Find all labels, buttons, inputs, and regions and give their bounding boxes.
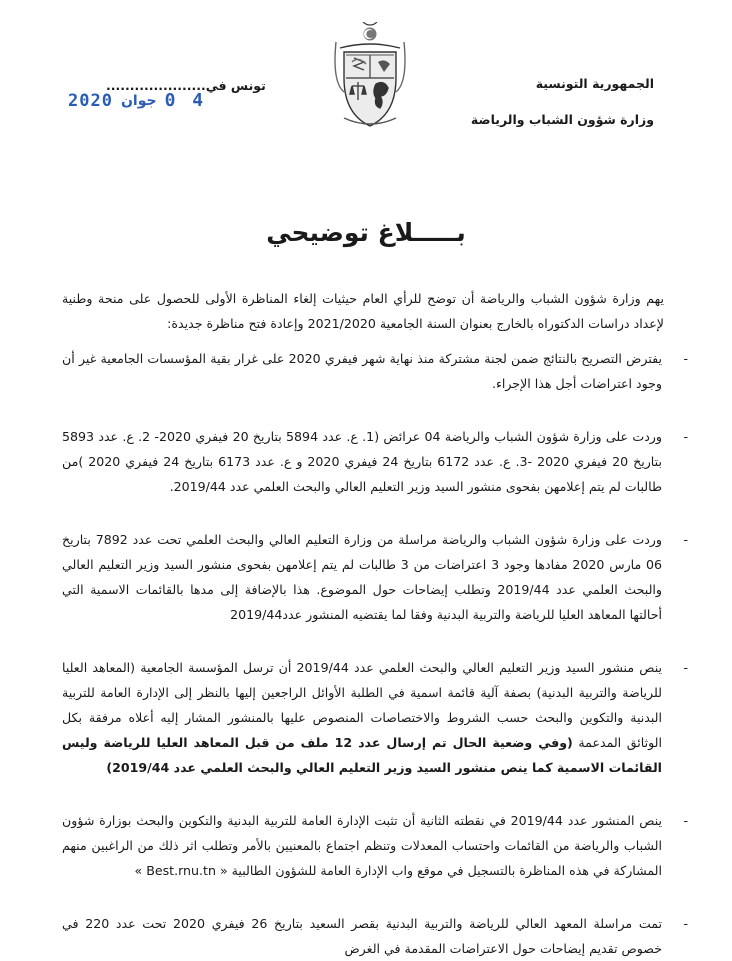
item-text: وردت على وزارة شؤون الشباب والرياضة 04 عرائض (1. ع. عدد 5894 بتاريخ 20 فيفري 2020- 2. ع. عدد 5893 بتاريخ 20 فيفري 2020 -3. ع. عدد 6172 بتاريخ 24 فيفري 2020 و ع. عدد 6173 بتاريخ 24 فيفري 2020 )من طالبات لم يتم إعلامهن بفحوى منشور السيد وزير التعليم العالي والبحث العلمي عدد 2019/44. <box>62 429 662 494</box>
list-item: - وردت على وزارة شؤون الشباب والرياضة 04 عرائض (1. ع. عدد 5894 بتاريخ 20 فيفري 2020- 2. ع. عدد 5893 بتاريخ 20 فيفري 2020 -3. ع. عدد 6172 بتاريخ 24 فيفري 2020 و ع. عدد 6173 بتاريخ 24 فيفري 2020 )من طالبات لم يتم إعلامهن بفحوى منشور السيد وزير التعليم العالي والبحث العلمي عدد 2019/44. <box>62 424 688 499</box>
list-item: - ينص منشور السيد وزير التعليم العالي والبحث العلمي عدد 2019/44 أن ترسل المؤسسة الجامعية (المعاهد العليا للرياضة والتربية البدنية) بصفة آلية قائمة اسمية في الطلبة الأوائل الراجعين إليها بالنظر إلى الإدارة العامة للتربية البدنية والتكوين والبحث حسب الشروط والاختصاصات المنصوص عليها بالمنشور المشار إليه أعلاه مرفقة بكل الوثائق المدعمة (وفي وضعية الحال تم إرسال عدد 12 ملف من قبل المعاهد العليا للرياضة وليس القائمات الاسمية كما ينص منشور السيد وزير التعليم العالي والبحث العلمي عدد 2019/44) <box>62 660 688 775</box>
clarification-list <box>62 346 688 961</box>
city-date-line: تونس في..................... <box>106 78 266 93</box>
issuer-block <box>471 66 654 138</box>
item-text: وردت على وزارة شؤون الشباب والرياضة مراسلة من وزارة التعليم العالي والبحث العلمي تحت عدد 7892 بتاريخ 06 مارس 2020 مفادها وجود 3 اعتراضات من 3 طالبات لم يتم إعلامهن بفحوى منشور السيد وزير التعليم العالي والبحث العلمي عدد 2019/44 وتطلب إيضاحات حول الموضوع. هذا بالإضافة إلى مدها بالقائمات الاسمية التي أحالتها المعاهد العليا للرياضة والتربية البدنية وفقا لما يقتضيه المنشور عدد2019/44 <box>62 532 663 622</box>
list-item: - ينص المنشور عدد 2019/44 في نقطته الثانية أن تثبت الإدارة العامة للتربية البدنية والتكوين والبحث بوزارة شؤون الشباب والرياضة من القائمات واحتساب المعدلات وتنظم اجتماع بالمعنيين بالأمر وتطلب اثر ذلك من الراغبين منهم المشاركة في هذه المناظرة بالتسجيل في موقع واب الإدارة العامة للشؤون الطالبية « Best.rnu.tn » <box>62 808 688 883</box>
ministry-label: وزارة شؤون الشباب والرياضة <box>470 112 654 127</box>
item-text: ينص منشور السيد وزير التعليم العالي والبحث العلمي عدد 2019/44 أن ترسل المؤسسة الجامعية (المعاهد العليا للرياضة والتربية البدنية) بصفة آلية قائمة اسمية في الطلبة الأوائل الراجعين إليها بالنظر إلى الإدارة العامة للتربية البدنية والتكوين والبحث حسب الشروط والاختصاصات المنصوص عليها بالمنشور المشار إليه أعلاه مرفقة بكل الوثائق المدعمة <box>62 660 662 750</box>
list-item: - وردت على وزارة شؤون الشباب والرياضة مراسلة من وزارة التعليم العالي والبحث العلمي تحت عدد 7892 بتاريخ 06 مارس 2020 مفادها وجود 3 اعتراضات من 3 طالبات لم يتم إعلامهن بفحوى منشور السيد وزير التعليم العالي والبحث العلمي عدد 2019/44 وتطلب إيضاحات حول الموضوع. هذا بالإضافة إلى مدها بالقائمات الاسمية التي أحالتها المعاهد العليا للرياضة والتربية البدنية وفقا لما يقتضيه المنشور عدد2019/44 <box>62 527 688 627</box>
date-stamp <box>68 90 206 111</box>
item-text: يفترض التصريح بالنتائج ضمن لجنة مشتركة منذ نهاية شهر فيفري 2020 على غرار بقية المؤسسات الجامعية غير أن وجود اعتراضات أجل هذا الإجراء. <box>62 351 662 391</box>
item-bold-text: (وفي وضعية الحال تم إرسال عدد 12 ملف من قبل المعاهد العليا للرياضة وليس القائمات الاسمية كما ينص منشور السيد وزير التعليم العالي والبحث العلمي عدد 2019/44) <box>62 735 662 775</box>
document-title: بـــــلاغ توضيحي <box>266 218 466 247</box>
stamp-month: جوان <box>120 92 157 109</box>
item-text: تمت مراسلة المعهد العالي للرياضة والتربية البدنية بقصر السعيد بتاريخ 26 فيفري 2020 تحت عدد 220 في خصوص تقديم إيضاحات حول الاعتراضات المقدمة في الغرض <box>62 916 662 956</box>
stamp-year: 2020 <box>68 90 113 111</box>
list-item: - تمت مراسلة المعهد العالي للرياضة والتربية البدنية بقصر السعيد بتاريخ 26 فيفري 2020 تحت عدد 220 في خصوص تقديم إيضاحات حول الاعتراضات المقدمة في الغرض <box>62 911 688 961</box>
intro-paragraph: يهم وزارة شؤون الشباب والرياضة أن توضح للرأي العام حيثيات إلغاء المناظرة الأولى للحصول على منحة وطنية لإعداد دراسات الدكتوراه بالخارج بعنوان السنة الجامعية 2021/2020 وإعادة فتح مناظرة جديدة: <box>62 291 664 331</box>
stamp-day: 0 4 <box>164 90 207 111</box>
republic-label: الجمهورية التونسية <box>535 76 654 91</box>
item-text: ينص المنشور عدد 2019/44 في نقطته الثانية أن تثبت الإدارة العامة للتربية البدنية والتكوين والبحث بوزارة شؤون الشباب والرياضة من القائمات واحتساب المعدلات وتنظم اجتماع بالمعنيين بالأمر وتطلب اثر ذلك من الراغبين منهم المشاركة في هذه المناظرة بالتسجيل في موقع واب الإدارة العامة للشؤون الطالبية « Best.rnu.tn » <box>62 813 662 878</box>
tunisia-coat-of-arms-icon <box>330 22 410 130</box>
list-item: - يفترض التصريح بالنتائج ضمن لجنة مشتركة منذ نهاية شهر فيفري 2020 على غرار بقية المؤسسات الجامعية غير أن وجود اعتراضات أجل هذا الإجراء. <box>62 346 688 396</box>
